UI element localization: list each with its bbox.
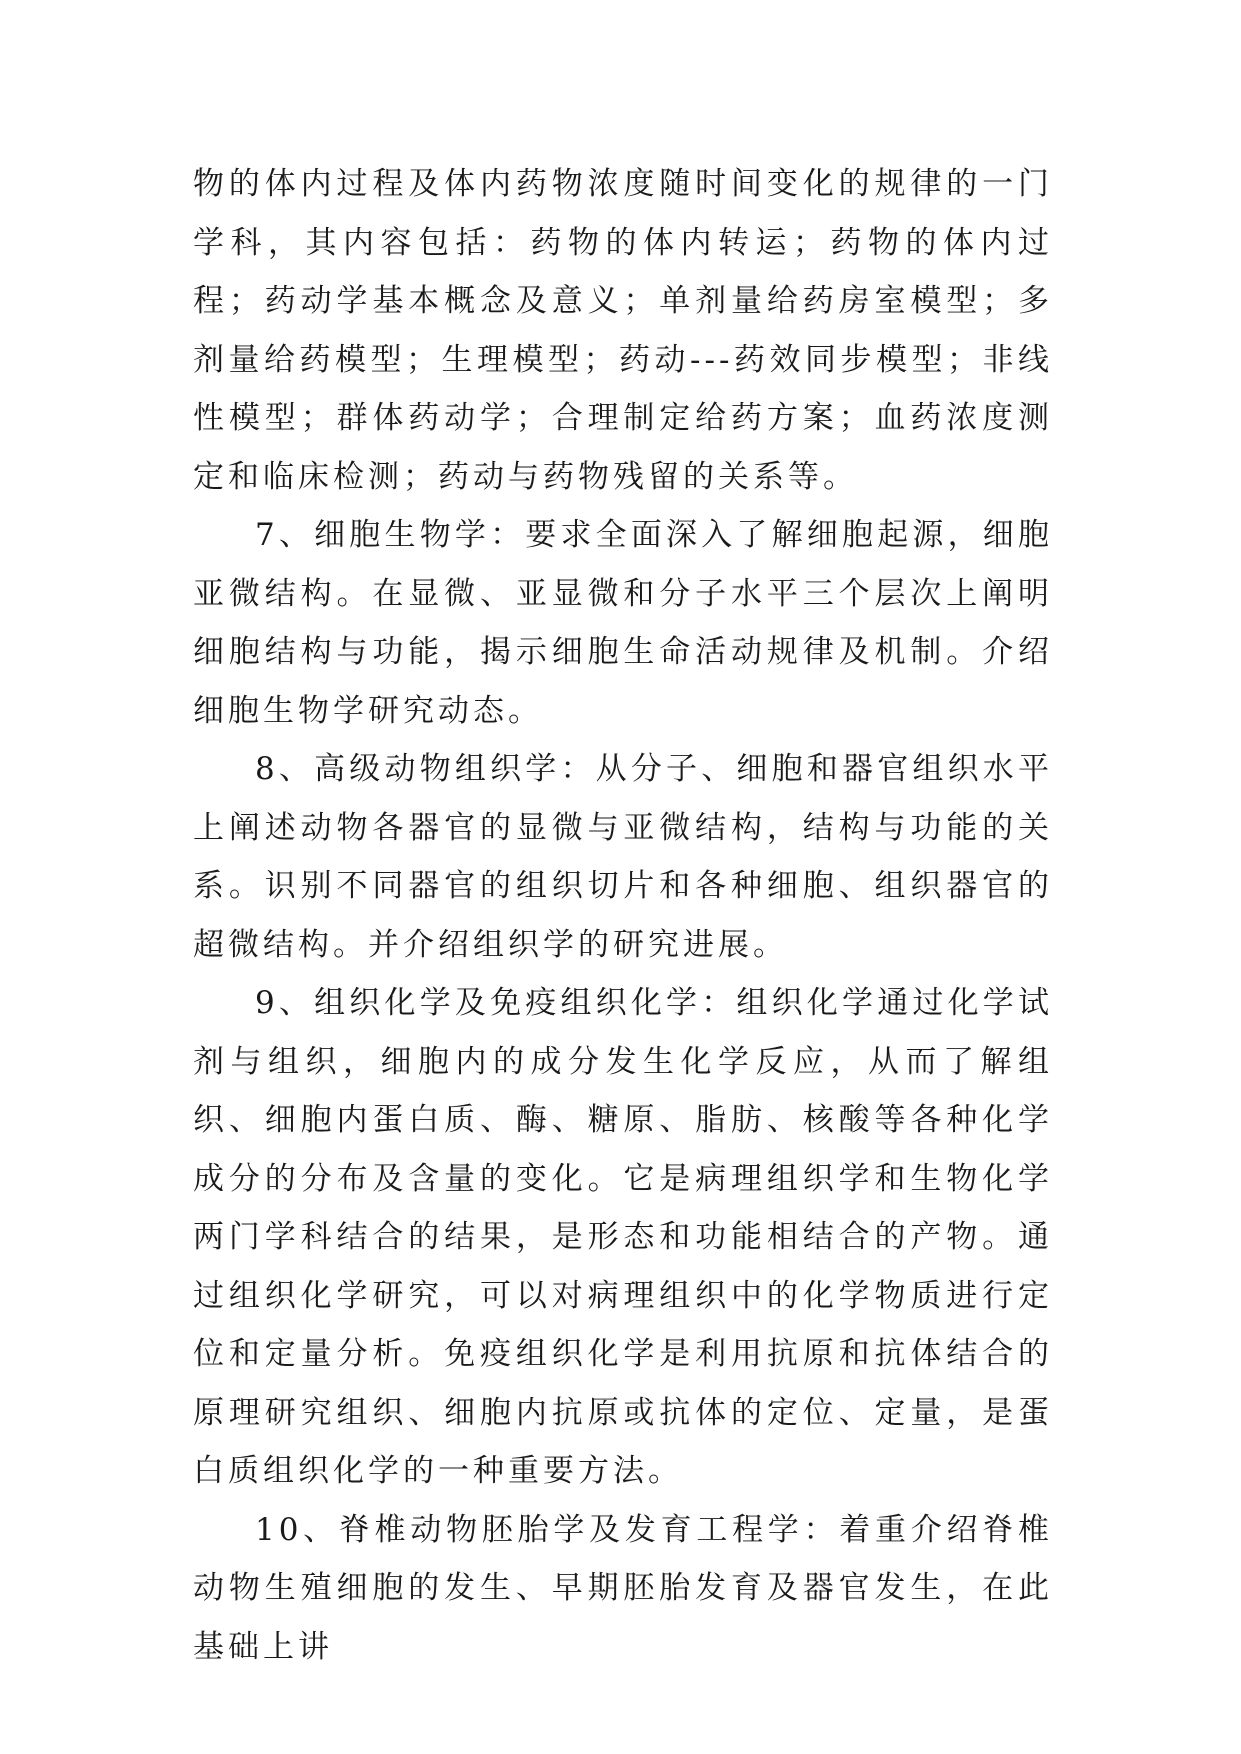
paragraph-10-vertebrate-embryology: 10、脊椎动物胚胎学及发育工程学：着重介绍脊椎动物生殖细胞的发生、早期胚胎发育及器官发生，在此基础上讲 <box>193 1511 1053 1665</box>
paragraph-8-advanced-animal-histology: 8、高级动物组织学：从分子、细胞和器官组织水平上阐述动物各器官的显微与亚微结构，结构与功能的关系。识别不同器官的组织切片和各种细胞、组织器官的超微结构。并介绍组织学的研究进展。 <box>193 751 1053 963</box>
paragraph-9-histochemistry: 9、组织化学及免疫组织化学：组织化学通过化学试剂与组织，细胞内的成分发生化学反应，从而了解组织、细胞内蛋白质、酶、糖原、脂肪、核酸等各种化学成分的分布及含量的变化。它是病理组织学和生物化学两门学科结合的结果，是形态和功能相结合的产物。通过组织化学研究，可以对病理组织中的化学物质进行定位和定量分析。免疫组织化学是利用抗原和抗体结合的原理研究组织、细胞内抗原或抗体的定位、定量，是蛋白质组织化学的一种重要方法。 <box>193 985 1053 1489</box>
paragraph-7-cell-biology: 7、细胞生物学：要求全面深入了解细胞起源，细胞亚微结构。在显微、亚显微和分子水平三个层次上阐明细胞结构与功能，揭示细胞生命活动规律及机制。介绍细胞生物学研究动态。 <box>193 517 1053 729</box>
paragraph-continued: 物的体内过程及体内药物浓度随时间变化的规律的一门学科，其内容包括：药物的体内转运；药物的体内过程；药动学基本概念及意义；单剂量给药房室模型；多剂量给药模型；生理模型；药动---药效同步模型；非线性模型；群体药动学；合理制定给药方案；血药浓度测定和临床检测；药动与药物残留的关系等。 <box>193 166 1053 495</box>
document-body <box>193 155 1053 1676</box>
